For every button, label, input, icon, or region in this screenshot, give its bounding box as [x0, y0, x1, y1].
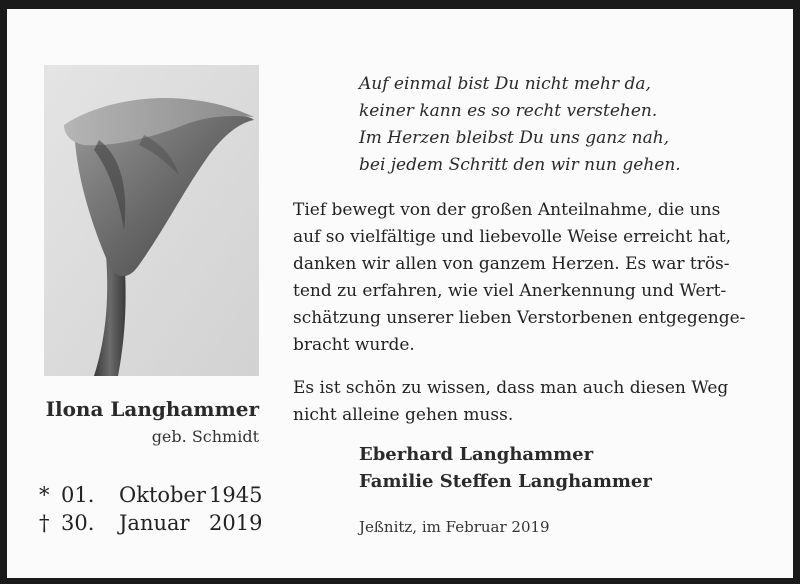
death-year: 2019	[209, 511, 263, 535]
calla-lily-icon	[44, 65, 259, 376]
closing-paragraph	[293, 375, 793, 429]
signer-name: Eberhard Langhammer	[359, 444, 594, 465]
death-day: 30.	[61, 511, 95, 535]
birth-symbol: *	[39, 483, 50, 507]
paragraph-line: Es ist schön zu wissen, dass man auch diesen Weg	[293, 378, 729, 398]
paragraph-line: Tief bewegt von der großen Anteilnahme, die uns	[293, 200, 721, 220]
deceased-name: Ilona Langhammer	[45, 397, 259, 421]
poem-line: keiner kann es so recht verstehen.	[359, 101, 658, 121]
paragraph-line: danken wir allen von ganzem Herzen. Es war trös-	[293, 254, 730, 274]
poem-line: Auf einmal bist Du nicht mehr da,	[359, 74, 651, 94]
death-month: Januar	[119, 511, 190, 535]
birth-date	[39, 483, 262, 507]
maiden-name: geb. Schmidt	[151, 427, 259, 446]
death-date	[39, 511, 262, 535]
signer-name: Familie Steffen Langhammer	[359, 471, 652, 492]
thanks-paragraph	[293, 197, 793, 359]
poem-line: Im Herzen bleibst Du uns ganz nah,	[359, 128, 670, 148]
signers	[359, 441, 652, 495]
birth-month: Oktober	[119, 483, 206, 507]
paragraph-line: schätzung unserer lieben Verstorbenen entgegenge-	[293, 308, 746, 328]
paragraph-line: bracht wurde.	[293, 335, 415, 355]
birth-day: 01.	[61, 483, 95, 507]
poem-line: bei jedem Schritt den wir nun gehen.	[359, 155, 681, 175]
paragraph-line: auf so vielfältige und liebevolle Weise erreicht hat,	[293, 227, 732, 247]
paragraph-line: nicht alleine gehen muss.	[293, 405, 514, 425]
paragraph-line: tend zu erfahren, wie viel Anerkennung und Wert-	[293, 281, 727, 301]
death-symbol: †	[39, 511, 50, 535]
birth-year: 1945	[209, 483, 263, 507]
poem	[359, 71, 681, 179]
calla-lily-photo	[44, 65, 259, 376]
place-and-date: Jeßnitz, im Februar 2019	[359, 518, 550, 536]
